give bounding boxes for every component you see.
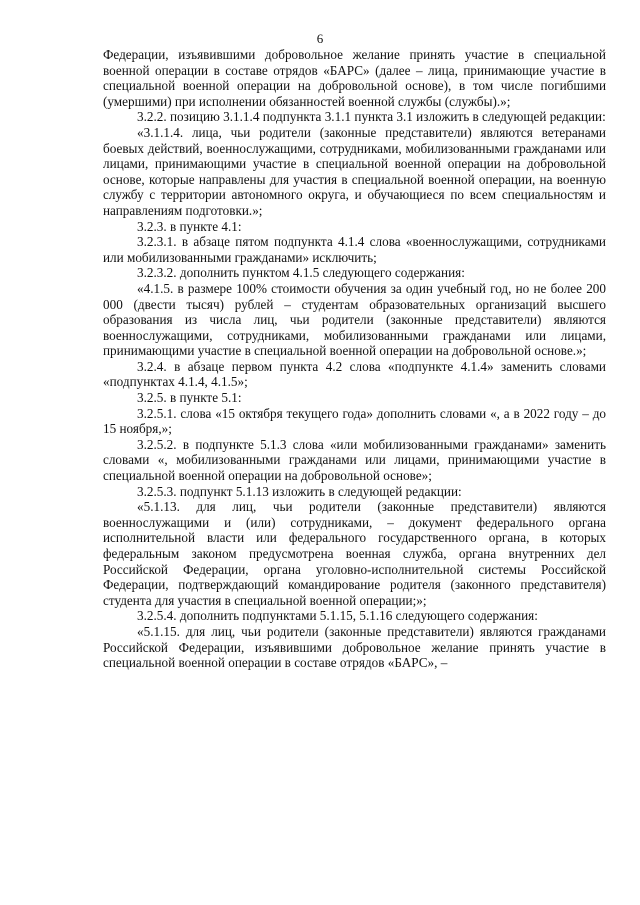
paragraph: «4.1.5. в размере 100% стоимости обучения за один учебный год, но не более 200 000 (двести тысяч) рублей – студентам образовательных организаций высшего образования из числа лиц, чьи родители (законные представители) являются военнослужащими, сотрудниками, мобилизованными гражданами или лицами, принимающими участие в специальной военной операции на добровольной основе.»; xyxy=(103,280,606,359)
paragraph: 3.2.2. позицию 3.1.1.4 подпункта 3.1.1 пункта 3.1 изложить в следующей редакции: xyxy=(137,109,606,125)
paragraph: Федерации, изъявившими добровольное желание принять участие в специальной военной операции в составе отрядов «БАРС» (далее – лица, принимающие участие в специальной военной операции на добровольной основе), в том числе погибшими (умершими) при исполнении обязанностей военной службы (службы).»; xyxy=(103,47,606,109)
paragraph: 3.2.4. в абзаце первом пункта 4.2 слова «подпункте 4.1.4» заменить словами «подпунктах 4.1.4, 4.1.5»; xyxy=(103,358,606,390)
page-number: 6 xyxy=(316,31,324,46)
paragraph: 3.2.5.2. в подпункте 5.1.3 слова «или мобилизованными гражданами» заменить словами «, мобилизованными гражданами или лицами, принимающими участие в специальной военной операции на добровольной основе»; xyxy=(103,436,606,484)
paragraph: «5.1.15. для лиц, чьи родители (законные представители) являются гражданами Российской Федерации, изъявившими добровольное желание принять участие в специальной военной операции в составе отрядов «БАРС», – xyxy=(103,623,606,671)
paragraph: 3.2.3.2. дополнить пунктом 4.1.5 следующего содержания: xyxy=(137,265,465,281)
document-body xyxy=(103,47,606,671)
paragraph: 3.2.5. в пункте 5.1: xyxy=(137,390,242,406)
paragraph: «5.1.13. для лиц, чьи родители (законные представители) являются военнослужащими и (или) сотрудниками, – документ федерального органа исполнительной власти или федерального государственного органа, в которых федеральным законом предусмотрена военная служба, органа внутренних дел Российской Федерации, органа уголовно-исполнительной системы Российской Федерации, подтверждающий командирование родителя (законного представителя) студента для участия в специальной военной операции;»; xyxy=(103,499,606,608)
paragraph: 3.2.5.3. подпункт 5.1.13 изложить в следующей редакции: xyxy=(137,483,462,499)
paragraph: 3.2.5.4. дополнить подпунктами 5.1.15, 5.1.16 следующего содержания: xyxy=(137,608,538,624)
paragraph: 3.2.5.1. слова «15 октября текущего года» дополнить словами «, а в 2022 году – до 15 ноября,»; xyxy=(103,405,606,437)
paragraph: 3.2.3.1. в абзаце пятом подпункта 4.1.4 слова «военнослужащими, сотрудниками или мобилизованными гражданами» исключить; xyxy=(103,234,606,265)
paragraph: 3.2.3. в пункте 4.1: xyxy=(137,218,242,234)
paragraph: «3.1.1.4. лица, чьи родители (законные представители) являются ветеранами боевых действий, военнослужащими, сотрудниками, мобилизованными гражданами или лицами, принимающими участие в специальной военной операции на добровольной основе, которые направлены для участия в специальной военной операции, на военную службу с территории автономного округа, и обучающиеся по всем специальностям и направлениям подготовки.»; xyxy=(103,124,606,218)
